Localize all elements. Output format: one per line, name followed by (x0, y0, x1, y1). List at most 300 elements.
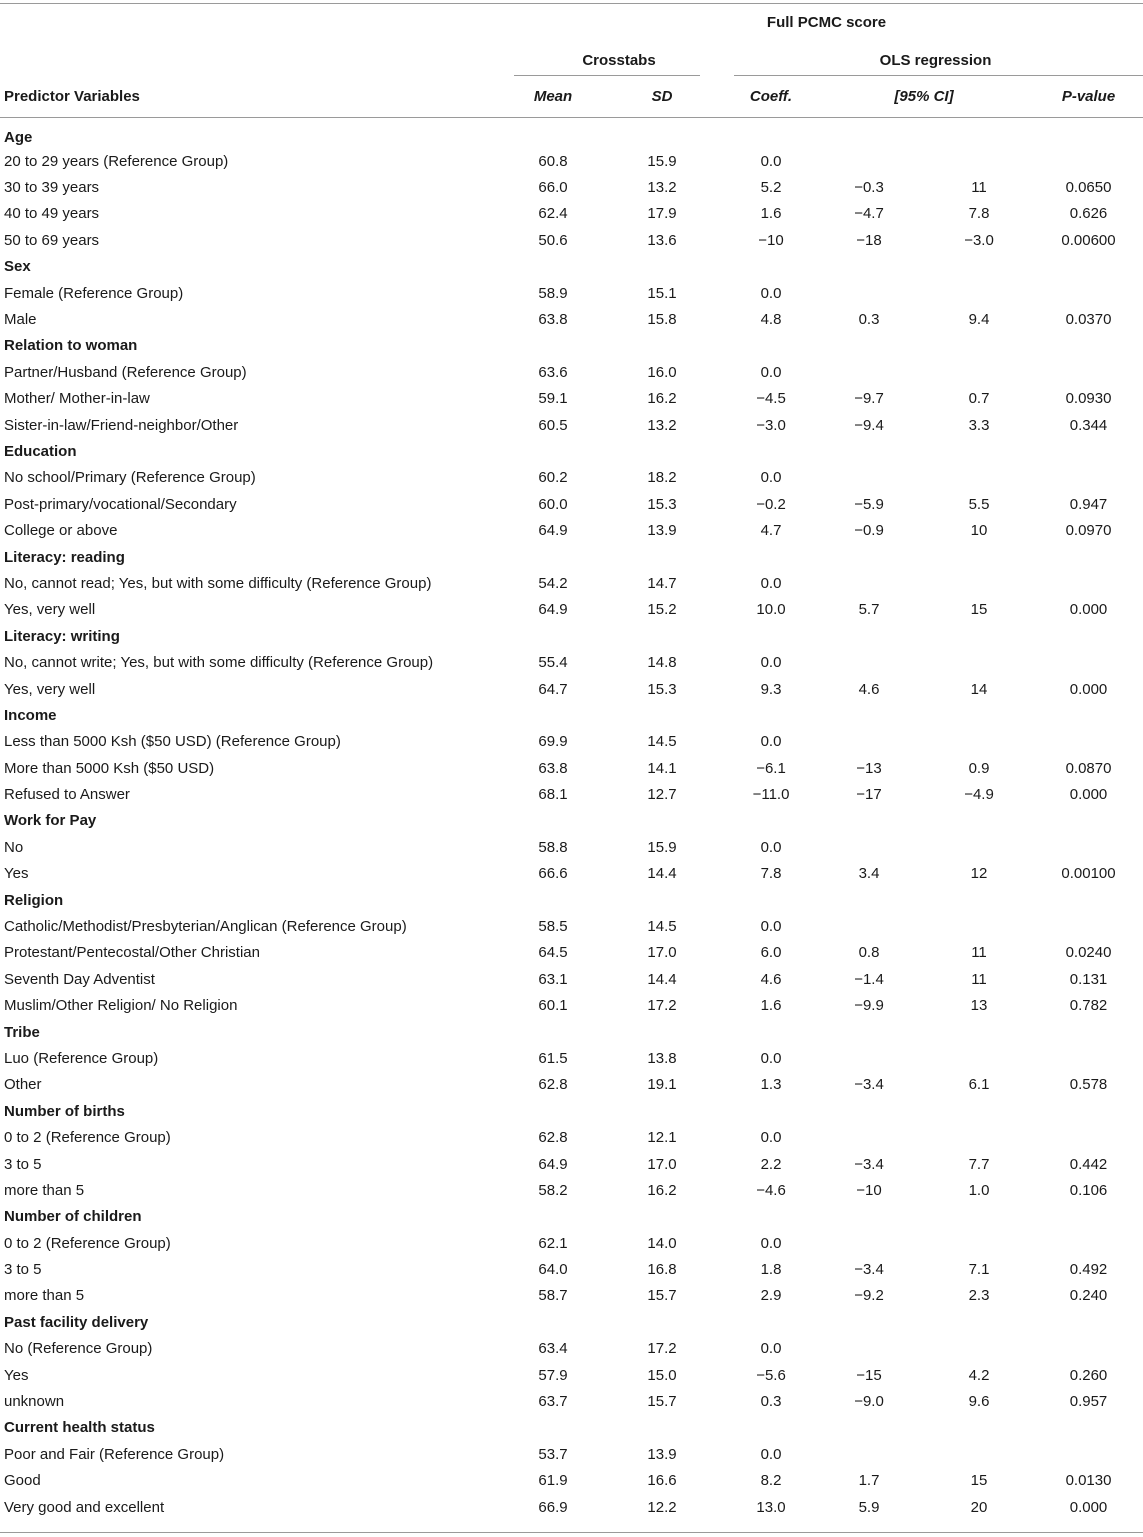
ci-high-cell: −3.0 (964, 231, 994, 249)
ci-low-cell: −13 (856, 759, 882, 777)
pvalue-cell (1034, 1124, 1143, 1150)
mean-cell: 63.6 (538, 363, 568, 381)
row-label: No school/Primary (Reference Group) (4, 469, 256, 487)
pvalue-cell: 0.260 (1069, 1366, 1108, 1384)
sd-cell: 13.9 (647, 522, 677, 540)
sd-cell: 15.9 (647, 838, 677, 856)
pvalue-cell (1034, 359, 1143, 385)
sd-cell: 15.8 (647, 311, 677, 329)
table-row (0, 491, 1143, 517)
category-label: Age (4, 128, 33, 146)
row-label: Yes (4, 865, 29, 883)
coeff-cell: 5.2 (760, 179, 782, 197)
ci-high-cell: 5.5 (968, 495, 990, 513)
ci-low-cell: −9.9 (854, 997, 884, 1015)
row-label: Female (Reference Group) (4, 284, 184, 302)
mean-cell: 63.1 (538, 970, 568, 988)
col-pvalue: P-value (1061, 87, 1116, 105)
pvalue-cell: 0.0370 (1065, 311, 1112, 329)
row-label: 0 to 2 (Reference Group) (4, 1129, 171, 1147)
ci-low-cell (814, 1045, 924, 1071)
ci-high-cell (924, 1441, 1034, 1467)
ci-high-cell: 2.3 (968, 1287, 990, 1305)
coeff-cell: 0.0 (760, 284, 782, 302)
coeff-cell: 1.8 (760, 1261, 782, 1279)
ci-low-cell: −1.4 (854, 970, 884, 988)
category-row (0, 1309, 1143, 1335)
table-row (0, 1256, 1143, 1282)
table-row (0, 201, 1143, 227)
mean-cell: 62.8 (538, 1129, 568, 1147)
row-label: Partner/Husband (Reference Group) (4, 363, 247, 381)
table-row (0, 861, 1143, 887)
mean-cell: 57.9 (538, 1366, 568, 1384)
sd-cell: 15.2 (647, 601, 677, 619)
ci-low-cell: 5.9 (858, 1498, 880, 1516)
category-row (0, 1098, 1143, 1124)
table-row (0, 1124, 1143, 1150)
mean-cell: 66.6 (538, 865, 568, 883)
coeff-cell: −6.1 (756, 759, 786, 777)
pvalue-cell (1034, 1045, 1143, 1071)
mean-cell: 62.1 (538, 1234, 568, 1252)
sd-cell: 14.4 (647, 970, 677, 988)
mean-cell: 64.9 (538, 522, 568, 540)
row-label: Protestant/Pentecostal/Other Christian (4, 944, 260, 962)
pvalue-cell: 0.106 (1069, 1181, 1108, 1199)
ci-low-cell: −18 (856, 231, 882, 249)
coeff-cell: 9.3 (760, 680, 782, 698)
mean-cell: 58.5 (538, 918, 568, 936)
ci-high-cell: 1.0 (968, 1181, 990, 1199)
sd-cell: 14.4 (647, 865, 677, 883)
category-row (0, 623, 1143, 649)
sd-cell: 15.7 (647, 1287, 677, 1305)
row-label: Muslim/Other Religion/ No Religion (4, 997, 238, 1015)
ci-low-cell: −0.9 (854, 522, 884, 540)
category-label: Tribe (4, 1023, 40, 1041)
pvalue-cell: 0.0130 (1065, 1472, 1112, 1490)
ci-high-cell: 9.4 (968, 311, 990, 329)
coeff-cell: 0.0 (760, 1340, 782, 1358)
ci-high-cell: 11 (971, 970, 987, 988)
mean-cell: 53.7 (538, 1445, 568, 1463)
ci-low-cell: −9.7 (854, 390, 884, 408)
table-row (0, 755, 1143, 781)
row-label: College or above (4, 522, 118, 540)
mean-cell: 60.2 (538, 469, 568, 487)
coeff-cell: 0.0 (760, 1445, 782, 1463)
table-row (0, 597, 1143, 623)
ci-high-cell (924, 1336, 1034, 1362)
mean-cell: 68.1 (538, 786, 568, 804)
category-label: Education (4, 442, 77, 460)
ci-high-cell (924, 1045, 1034, 1071)
table-row (0, 729, 1143, 755)
table-row (0, 174, 1143, 200)
pvalue-cell (1034, 729, 1143, 755)
pvalue-cell (1034, 148, 1143, 174)
top-rule (0, 3, 1143, 4)
ci-high-cell: 4.2 (968, 1366, 990, 1384)
ci-low-cell (814, 729, 924, 755)
row-label: Other (4, 1076, 42, 1094)
mean-cell: 64.0 (538, 1261, 568, 1279)
ci-high-cell (924, 729, 1034, 755)
sd-cell: 19.1 (647, 1076, 677, 1094)
mean-cell: 55.4 (538, 654, 568, 672)
mean-cell: 60.5 (538, 416, 568, 434)
header-rule (0, 117, 1143, 118)
pvalue-cell: 0.578 (1069, 1076, 1108, 1094)
category-label: Number of children (4, 1208, 142, 1226)
table-row (0, 465, 1143, 491)
table-row (0, 993, 1143, 1019)
row-label: No, cannot write; Yes, but with some difficulty (Reference Group) (4, 654, 434, 672)
ci-low-cell (814, 465, 924, 491)
coeff-cell: 0.0 (760, 1049, 782, 1067)
pvalue-cell: 0.00100 (1061, 865, 1116, 883)
table-body (0, 116, 1143, 1520)
ci-high-cell (924, 834, 1034, 860)
coeff-cell: 0.0 (760, 918, 782, 936)
ci-high-cell: 13 (970, 997, 988, 1015)
ci-high-cell: 10 (970, 522, 988, 540)
sd-cell: 15.3 (647, 495, 677, 513)
table-row (0, 148, 1143, 174)
crosstabs-header: Crosstabs (582, 51, 656, 69)
ci-low-cell: −10 (856, 1181, 882, 1199)
col-ci: [95% CI] (894, 87, 954, 105)
row-label: more than 5 (4, 1287, 85, 1305)
ci-high-cell: 14 (970, 680, 988, 698)
ci-high-cell (924, 913, 1034, 939)
ci-low-cell: −3.4 (854, 1261, 884, 1279)
ci-high-cell: 15 (970, 601, 988, 619)
mean-cell: 61.9 (538, 1472, 568, 1490)
pvalue-cell: 0.0930 (1065, 390, 1112, 408)
ci-high-cell (924, 148, 1034, 174)
table-row (0, 781, 1143, 807)
coeff-cell: 0.0 (760, 1129, 782, 1147)
row-label: Refused to Answer (4, 786, 130, 804)
table-row (0, 280, 1143, 306)
pvalue-cell: 0.131 (1069, 970, 1108, 988)
ci-low-cell: −0.3 (854, 179, 884, 197)
pvalue-cell: 0.0650 (1065, 179, 1112, 197)
ci-low-cell: 5.7 (858, 601, 880, 619)
row-label: 3 to 5 (4, 1261, 42, 1279)
row-label: 3 to 5 (4, 1155, 42, 1173)
sd-cell: 17.2 (647, 1340, 677, 1358)
coeff-cell: −4.5 (756, 390, 786, 408)
table-row (0, 940, 1143, 966)
ci-high-cell: 9.6 (968, 1393, 990, 1411)
mean-cell: 60.0 (538, 495, 568, 513)
coeff-cell: 7.8 (760, 865, 782, 883)
mean-cell: 61.5 (538, 1049, 568, 1067)
ci-low-cell (814, 280, 924, 306)
sd-cell: 13.6 (647, 231, 677, 249)
row-label: 20 to 29 years (Reference Group) (4, 152, 229, 170)
row-label: Yes, very well (4, 680, 96, 698)
ci-low-cell: −17 (856, 786, 882, 804)
row-label: No (4, 838, 24, 856)
mean-cell: 64.7 (538, 680, 568, 698)
coeff-cell: 1.3 (760, 1076, 782, 1094)
category-label: Past facility delivery (4, 1313, 149, 1331)
sd-cell: 15.0 (647, 1366, 677, 1384)
pvalue-cell (1034, 570, 1143, 596)
table-row (0, 834, 1143, 860)
pvalue-cell (1034, 834, 1143, 860)
ci-low-cell: 4.6 (858, 680, 880, 698)
sd-cell: 18.2 (647, 469, 677, 487)
ci-high-cell: 11 (971, 944, 987, 962)
row-label: Yes, very well (4, 601, 96, 619)
sd-cell: 16.0 (647, 363, 677, 381)
ci-low-cell (814, 834, 924, 860)
ci-high-cell: 7.8 (968, 205, 990, 223)
pvalue-cell: 0.0870 (1065, 759, 1112, 777)
coeff-cell: −5.6 (756, 1366, 786, 1384)
category-label: Sex (4, 258, 31, 276)
row-label: Poor and Fair (Reference Group) (4, 1445, 225, 1463)
table-row (0, 913, 1143, 939)
pvalue-cell: 0.442 (1069, 1155, 1108, 1173)
row-label: 50 to 69 years (4, 231, 100, 249)
ci-high-cell (924, 649, 1034, 675)
crosstabs-rule (514, 75, 700, 76)
sd-cell: 16.8 (647, 1261, 677, 1279)
table-row (0, 1494, 1143, 1520)
category-row (0, 438, 1143, 464)
row-label: No (Reference Group) (4, 1340, 153, 1358)
pvalue-cell (1034, 1336, 1143, 1362)
sd-cell: 16.2 (647, 1181, 677, 1199)
sd-cell: 16.2 (647, 390, 677, 408)
table-row (0, 1230, 1143, 1256)
ci-high-cell: 3.3 (968, 416, 990, 434)
col-mean: Mean (533, 87, 573, 105)
row-label: Luo (Reference Group) (4, 1049, 159, 1067)
mean-cell: 66.0 (538, 179, 568, 197)
ci-high-cell (924, 359, 1034, 385)
ci-low-cell: 1.7 (858, 1472, 880, 1490)
category-row (0, 333, 1143, 359)
table-row (0, 1177, 1143, 1203)
pvalue-cell (1034, 649, 1143, 675)
category-row (0, 808, 1143, 834)
coeff-cell: 0.0 (760, 363, 782, 381)
pvalue-cell: 0.492 (1069, 1261, 1108, 1279)
row-label: 0 to 2 (Reference Group) (4, 1234, 171, 1252)
ci-low-cell: −3.4 (854, 1076, 884, 1094)
mean-cell: 64.9 (538, 1155, 568, 1173)
mean-cell: 54.2 (538, 574, 568, 592)
coeff-cell: 0.0 (760, 654, 782, 672)
mean-cell: 69.9 (538, 733, 568, 751)
category-label: Current health status (4, 1419, 155, 1437)
ci-high-cell: 12 (970, 865, 988, 883)
row-label: unknown (4, 1393, 65, 1411)
ci-low-cell (814, 649, 924, 675)
mean-cell: 64.9 (538, 601, 568, 619)
sd-cell: 12.2 (647, 1498, 677, 1516)
ci-low-cell: −9.0 (854, 1393, 884, 1411)
mean-cell: 58.2 (538, 1181, 568, 1199)
ci-low-cell (814, 1336, 924, 1362)
sd-cell: 13.8 (647, 1049, 677, 1067)
pvalue-cell (1034, 1230, 1143, 1256)
ci-high-cell: 11 (971, 179, 987, 197)
table-row (0, 570, 1143, 596)
coeff-cell: 0.0 (760, 1234, 782, 1252)
coeff-cell: 0.0 (760, 838, 782, 856)
ci-high-cell: 20 (970, 1498, 988, 1516)
ci-high-cell (924, 280, 1034, 306)
category-row (0, 116, 1143, 148)
category-label: Relation to woman (4, 337, 138, 355)
table-row (0, 1283, 1143, 1309)
col-predictor: Predictor Variables (4, 87, 140, 105)
pvalue-cell: 0.000 (1069, 601, 1108, 619)
mean-cell: 60.8 (538, 152, 568, 170)
table-row (0, 306, 1143, 332)
table-row (0, 517, 1143, 543)
sd-cell: 14.7 (647, 574, 677, 592)
pvalue-cell (1034, 1441, 1143, 1467)
table-row (0, 227, 1143, 253)
row-label: 30 to 39 years (4, 179, 100, 197)
coeff-cell: −10 (758, 231, 784, 249)
sd-cell: 13.9 (647, 1445, 677, 1463)
row-label: Catholic/Methodist/Presbyterian/Anglican (Reference Group) (4, 918, 407, 936)
pvalue-cell: 0.0970 (1065, 522, 1112, 540)
table-row (0, 1151, 1143, 1177)
sd-cell: 14.5 (647, 733, 677, 751)
coeff-cell: 1.6 (760, 997, 782, 1015)
group-header: Full PCMC score (766, 13, 887, 31)
category-label: Income (4, 706, 57, 724)
row-label: Yes (4, 1366, 29, 1384)
sd-cell: 17.0 (647, 944, 677, 962)
table-row (0, 386, 1143, 412)
category-row (0, 1415, 1143, 1441)
mean-cell: 63.8 (538, 311, 568, 329)
ci-low-cell (814, 1441, 924, 1467)
ci-high-cell: 6.1 (968, 1076, 990, 1094)
pvalue-cell: 0.000 (1069, 1498, 1108, 1516)
ci-low-cell (814, 913, 924, 939)
category-label: Religion (4, 891, 64, 909)
category-label: Literacy: reading (4, 548, 125, 566)
ci-low-cell: −15 (856, 1366, 882, 1384)
pvalue-cell (1034, 280, 1143, 306)
table-row (0, 649, 1143, 675)
row-label: more than 5 (4, 1181, 85, 1199)
coeff-cell: −3.0 (756, 416, 786, 434)
category-row (0, 254, 1143, 280)
sd-cell: 15.7 (647, 1393, 677, 1411)
row-label: Good (4, 1472, 41, 1490)
ci-low-cell: −3.4 (854, 1155, 884, 1173)
table-row (0, 966, 1143, 992)
table-row (0, 359, 1143, 385)
table-row (0, 1045, 1143, 1071)
sd-cell: 17.9 (647, 205, 677, 223)
ci-low-cell (814, 1124, 924, 1150)
ci-high-cell (924, 465, 1034, 491)
mean-cell: 58.7 (538, 1287, 568, 1305)
coeff-cell: 2.9 (760, 1287, 782, 1305)
sd-cell: 17.2 (647, 997, 677, 1015)
table-row (0, 412, 1143, 438)
pvalue-cell: 0.947 (1069, 495, 1108, 513)
pvalue-cell: 0.000 (1069, 786, 1108, 804)
table-row (0, 1441, 1143, 1467)
sd-cell: 14.8 (647, 654, 677, 672)
ci-low-cell (814, 570, 924, 596)
coeff-cell: 4.7 (760, 522, 782, 540)
ci-high-cell: 7.7 (968, 1155, 990, 1173)
ci-high-cell: 0.9 (968, 759, 990, 777)
ci-low-cell: 3.4 (858, 865, 880, 883)
bottom-rule (0, 1532, 1143, 1533)
ci-high-cell: 7.1 (968, 1261, 990, 1279)
mean-cell: 63.8 (538, 759, 568, 777)
mean-cell: 62.8 (538, 1076, 568, 1094)
table-row (0, 1362, 1143, 1388)
coeff-cell: 4.8 (760, 311, 782, 329)
row-label: Less than 5000 Ksh ($50 USD) (Reference Group) (4, 733, 341, 751)
coeff-cell: 0.3 (760, 1393, 782, 1411)
col-coeff: Coeff. (749, 87, 793, 105)
ci-low-cell: 0.8 (858, 944, 880, 962)
ci-low-cell (814, 359, 924, 385)
sd-cell: 15.3 (647, 680, 677, 698)
category-label: Work for Pay (4, 812, 97, 830)
pvalue-cell: 0.344 (1069, 416, 1108, 434)
category-label: Number of births (4, 1102, 125, 1120)
coeff-cell: 0.0 (760, 469, 782, 487)
pvalue-cell: 0.000 (1069, 680, 1108, 698)
coeff-cell: 6.0 (760, 944, 782, 962)
category-row (0, 1204, 1143, 1230)
table-row (0, 1336, 1143, 1362)
row-label: Sister-in-law/Friend-neighbor/Other (4, 416, 239, 434)
ci-high-cell: −4.9 (964, 786, 994, 804)
coeff-cell: −11.0 (752, 786, 790, 804)
coeff-cell: 4.6 (760, 970, 782, 988)
coeff-cell: 0.0 (760, 574, 782, 592)
sd-cell: 12.1 (647, 1129, 677, 1147)
row-label: No, cannot read; Yes, but with some difficulty (Reference Group) (4, 574, 432, 592)
coeff-cell: 1.6 (760, 205, 782, 223)
row-label: Very good and excellent (4, 1498, 165, 1516)
row-label: Male (4, 311, 37, 329)
sd-cell: 16.6 (647, 1472, 677, 1490)
row-label: Seventh Day Adventist (4, 970, 155, 988)
row-label: Post-primary/vocational/Secondary (4, 495, 237, 513)
ci-high-cell: 15 (970, 1472, 988, 1490)
ci-high-cell (924, 570, 1034, 596)
pvalue-cell: 0.957 (1069, 1393, 1108, 1411)
mean-cell: 58.8 (538, 838, 568, 856)
table-row (0, 1468, 1143, 1494)
row-label: Mother/ Mother-in-law (4, 390, 150, 408)
pvalue-cell: 0.0240 (1065, 944, 1112, 962)
